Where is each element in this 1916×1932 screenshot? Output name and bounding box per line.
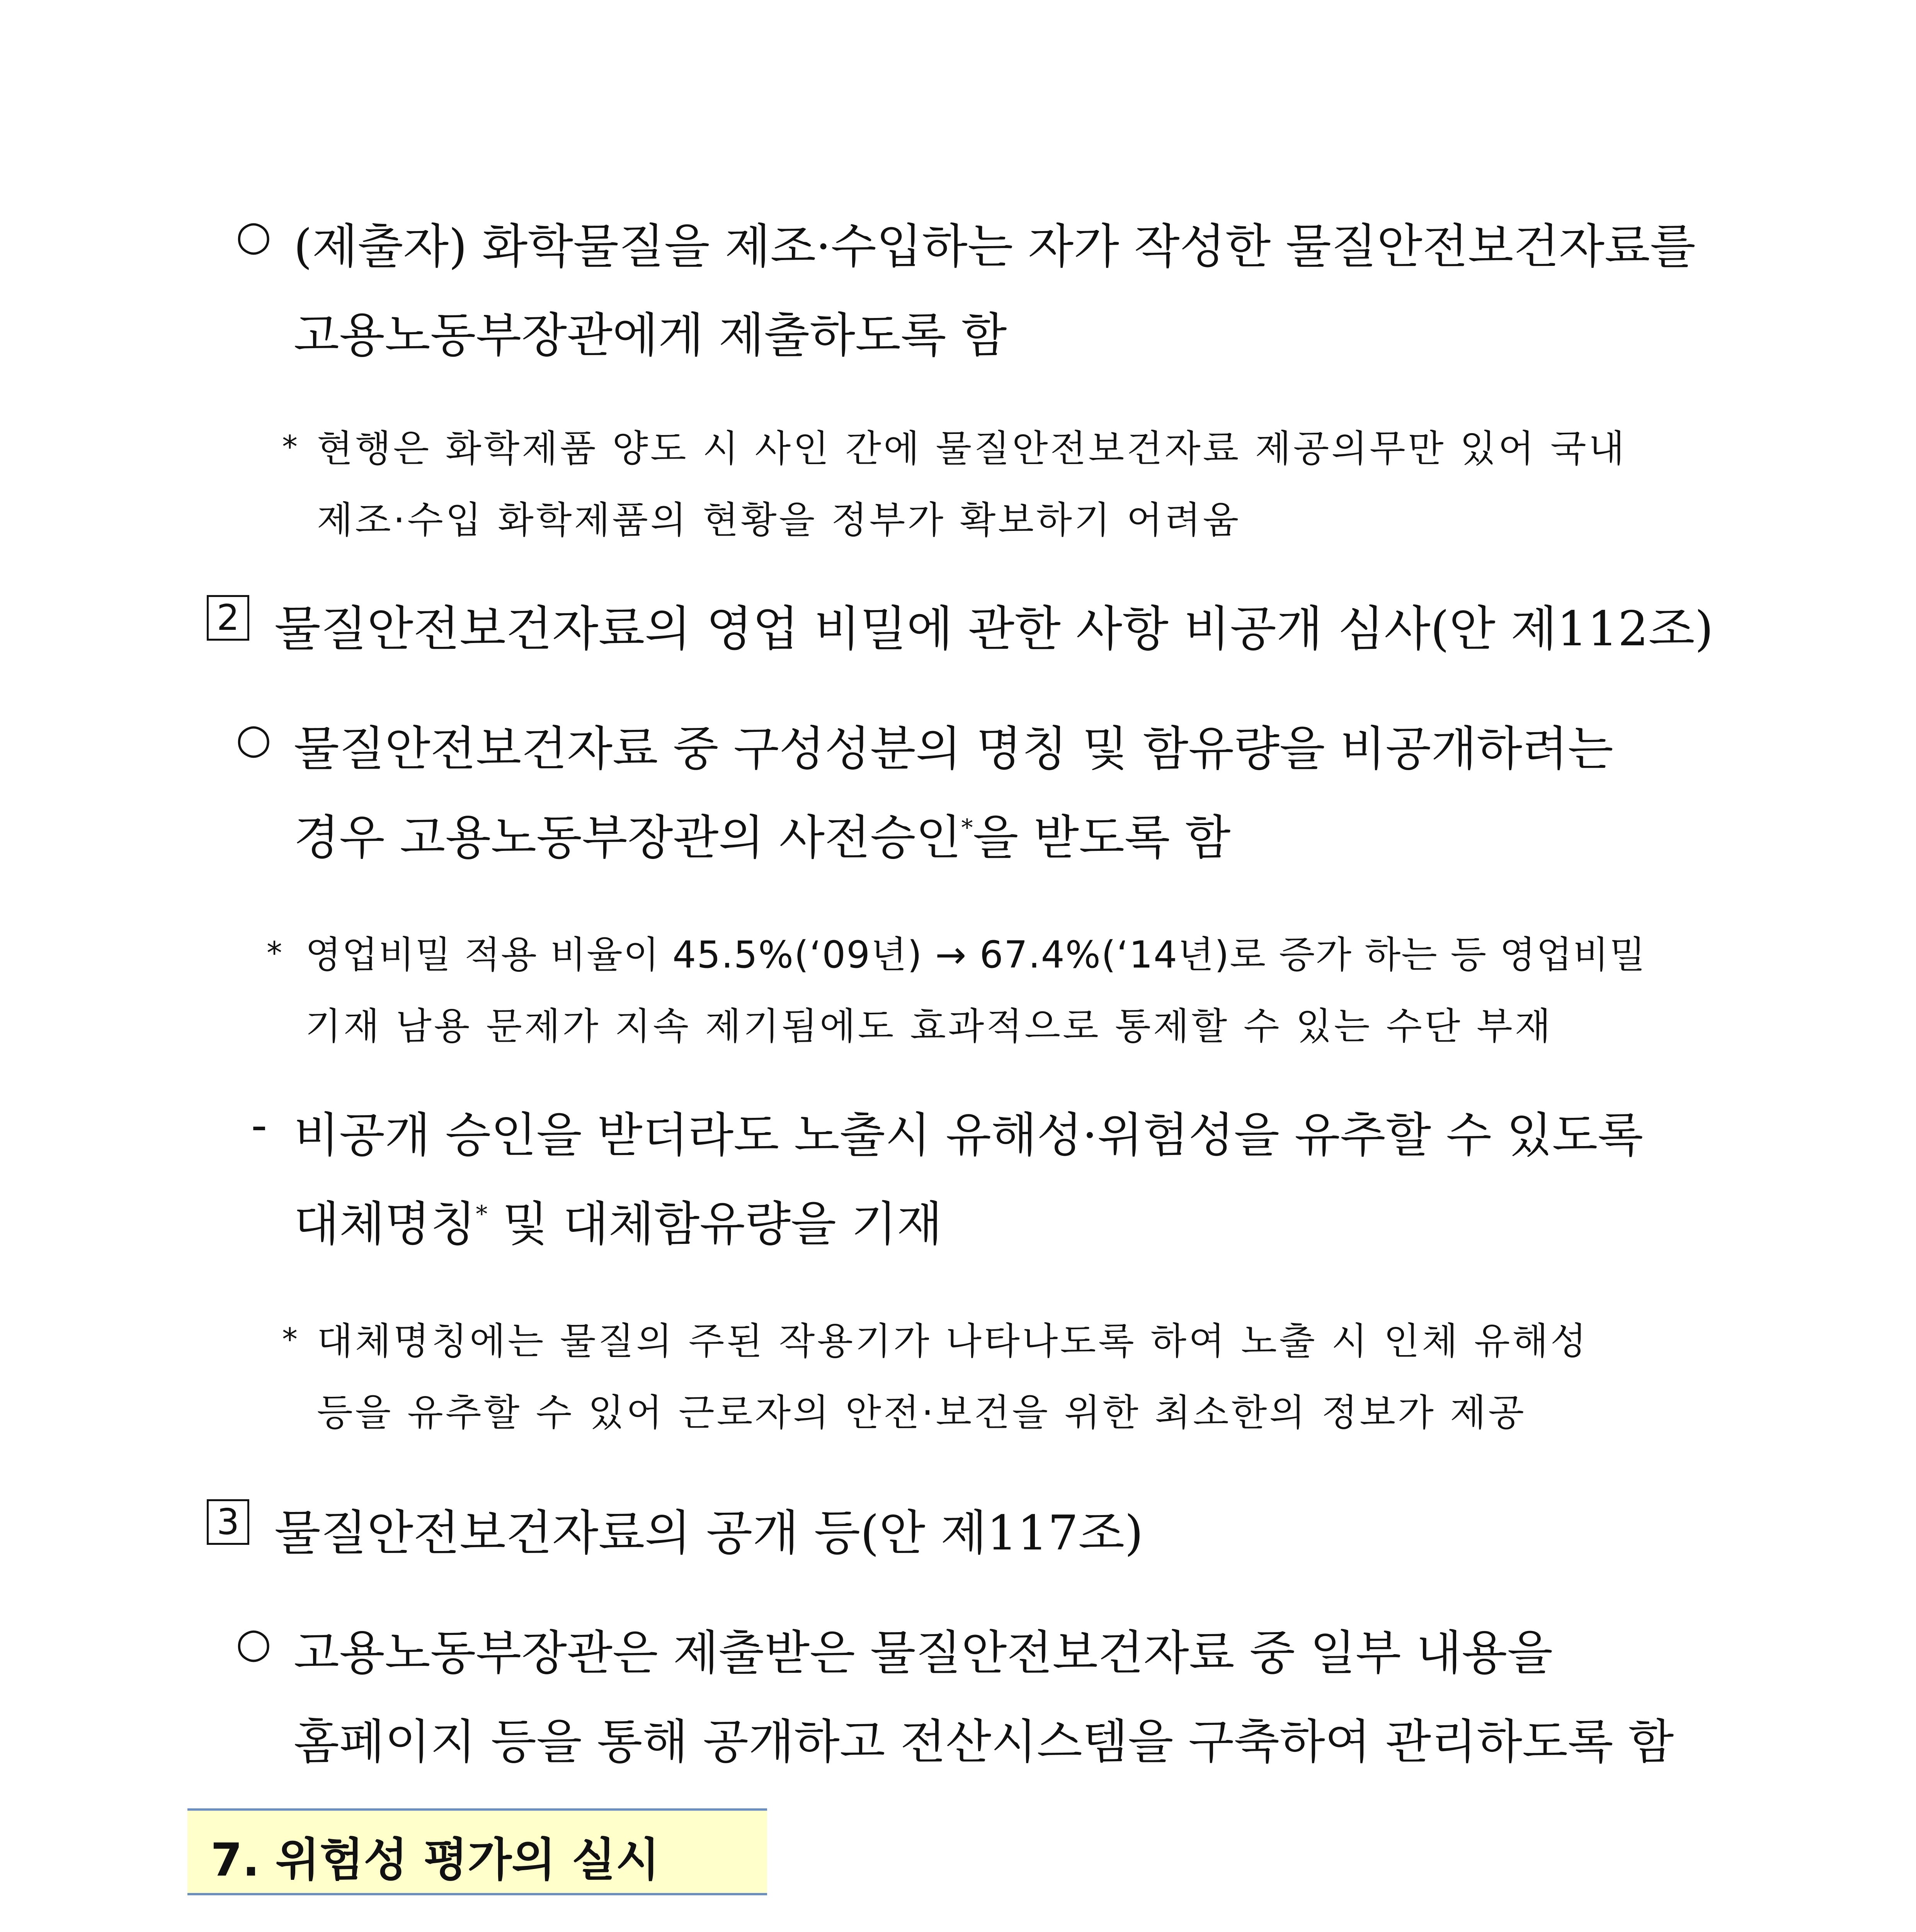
- paragraph-text: 경우 고용노동부장관의 사전승인: [294, 810, 961, 865]
- paragraph-line: 고용노동부장관에게 제출하도록 함: [294, 308, 1007, 363]
- paragraph-line: 홈페이지 등을 통해 공개하고 전산시스템을 구축하여 관리하도록 함: [294, 1714, 1674, 1769]
- bullet-icon: ○: [236, 1619, 272, 1667]
- bullet-icon: ○: [236, 715, 272, 762]
- paragraph-line: 고용노동부장관은 제출받은 물질안전보건자료 중 일부 내용을: [294, 1626, 1553, 1680]
- footnote-ref: *: [961, 814, 973, 841]
- paragraph-line: [294, 800, 1230, 867]
- paragraph-line: 물질안전보건자료 중 구성성분의 명칭 및 함유량을 비공개하려는: [294, 721, 1613, 776]
- paragraph-line: 비공개 승인을 받더라도 노출시 유해성·위험성을 유추할 수 있도록: [294, 1108, 1644, 1163]
- section-title: 물질안전보건자료의 영업 비밀에 관한 사항 비공개 심사(안 제112조): [274, 601, 1714, 657]
- section-heading: 7. 위험성 평가의 실시: [211, 1833, 660, 1886]
- footnote-line: 영업비밀 적용 비율이 45.5%(‘09년) → 67.4%(‘14년)로 증가 하는 등 영업비밀: [305, 933, 1646, 976]
- section-number-box: 2: [207, 595, 249, 641]
- paragraph-line: [294, 1186, 942, 1254]
- footnote-line: 기재 남용 문제가 지속 제기됨에도 효과적으로 통제할 수 있는 수단 부재: [305, 1005, 1553, 1048]
- bullet-icon: ○: [236, 212, 272, 259]
- dash-marker: -: [251, 1097, 267, 1152]
- footnote-mark: *: [282, 429, 298, 465]
- paragraph-line: (제출자) 화학물질을 제조·수입하는 자가 작성한 물질안전보건자료를: [294, 219, 1696, 274]
- footnote-ref: *: [476, 1201, 488, 1228]
- section-number-box: 3: [207, 1499, 249, 1545]
- footnote-line: 등을 유추할 수 있어 근로자의 안전·보건을 위한 최소한의 정보가 제공: [317, 1391, 1526, 1434]
- footnote-line: 대체명칭에는 물질의 주된 작용기가 나타나도록 하여 노출 시 인체 유해성: [317, 1320, 1589, 1363]
- paragraph-text: 및 대체함유량을 기재: [487, 1197, 943, 1252]
- footnote-line: 현행은 화학제품 양도 시 사인 간에 물질안전보건자료 제공의무만 있어 국내: [317, 427, 1627, 470]
- footnote-mark: *: [267, 935, 282, 971]
- paragraph-text: 대체명칭: [294, 1197, 476, 1252]
- paragraph-text: 을 받도록 함: [973, 810, 1231, 865]
- footnote-mark: *: [282, 1321, 298, 1357]
- footnote-line: 제조·수입 화학제품의 현황을 정부가 확보하기 어려움: [317, 498, 1241, 542]
- section-title: 물질안전보건자료의 공개 등(안 제117조): [274, 1505, 1143, 1561]
